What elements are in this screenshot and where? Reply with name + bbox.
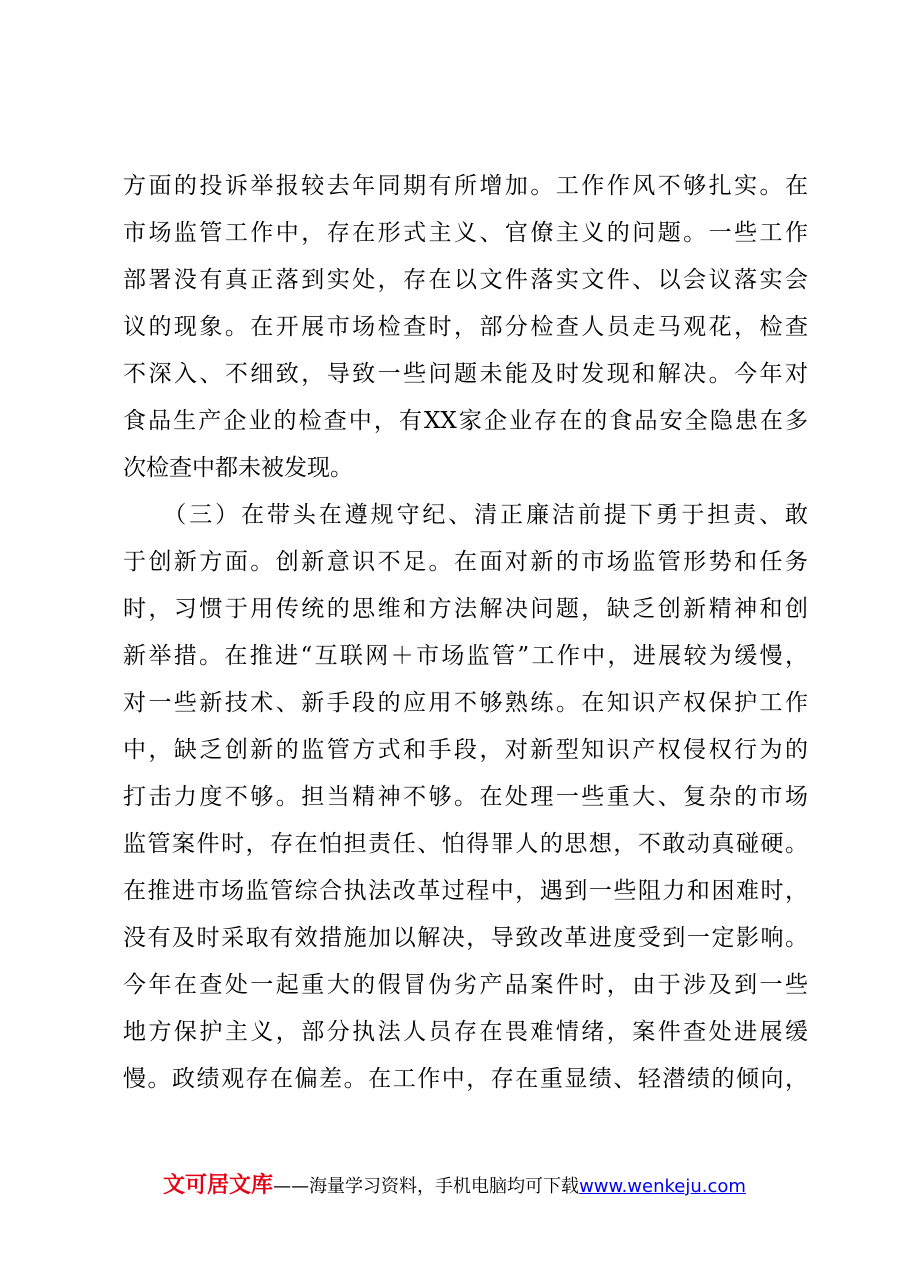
text-line: 于创新方面。创新意识不足。在面对新的市场监管形势和任务	[123, 549, 808, 575]
text-line: 打击力度不够。担当精神不够。在处理一些重大、复杂的市场	[123, 784, 808, 810]
text-line: 监管案件时，存在怕担责任、怕得罪人的思想，不敢动真碰硬。	[123, 831, 808, 857]
text-line: 不深入、不细致，导致一些问题未能及时发现和解决。今年对	[123, 361, 808, 387]
text-line: 次检查中都未被发现。	[123, 455, 353, 481]
text-line: （三）在带头在遵规守纪、清正廉洁前提下勇于担责、敢	[123, 502, 808, 528]
text-line: 在推进市场监管综合执法改革过程中，遇到一些阻力和困难时，	[123, 878, 808, 904]
text-line: 食品生产企业的检查中，有XX家企业存在的食品安全隐患在多	[123, 408, 808, 434]
text-line: 市场监管工作中，存在形式主义、官僚主义的问题。一些工作	[123, 220, 808, 246]
footer-url-link[interactable]: www.wenkeju.com	[579, 1176, 746, 1197]
text-line: 中，缺乏创新的监管方式和手段，对新型知识产权侵权行为的	[123, 737, 808, 763]
text-line: 时，习惯于用传统的思维和方法解决问题，缺乏创新精神和创	[123, 596, 808, 622]
page-footer	[0, 1168, 909, 1199]
footer-brand: 文可居文库	[163, 1173, 274, 1198]
text-line: 新举措。在推进“互联网＋市场监管”工作中，进展较为缓慢，	[123, 643, 808, 669]
text-line: 议的现象。在开展市场检查时，部分检查人员走马观花，检查	[123, 314, 808, 340]
text-line: 今年在查处一起重大的假冒伪劣产品案件时，由于涉及到一些	[123, 972, 808, 998]
text-line: 对一些新技术、新手段的应用不够熟练。在知识产权保护工作	[123, 690, 808, 716]
footer-description: ——海量学习资料，手机电脑均可下载	[273, 1176, 580, 1197]
text-line: 慢。政绩观存在偏差。在工作中，存在重显绩、轻潜绩的倾向，	[123, 1066, 808, 1092]
text-line: 没有及时采取有效措施加以解决，导致改革进度受到一定影响。	[123, 925, 808, 951]
text-line: 部署没有真正落到实处，存在以文件落实文件、以会议落实会	[123, 267, 808, 293]
text-line: 地方保护主义，部分执法人员存在畏难情绪，案件查处进展缓	[123, 1019, 808, 1045]
document-body	[123, 163, 808, 1103]
text-line: 方面的投诉举报较去年同期有所增加。工作作风不够扎实。在	[123, 173, 808, 199]
